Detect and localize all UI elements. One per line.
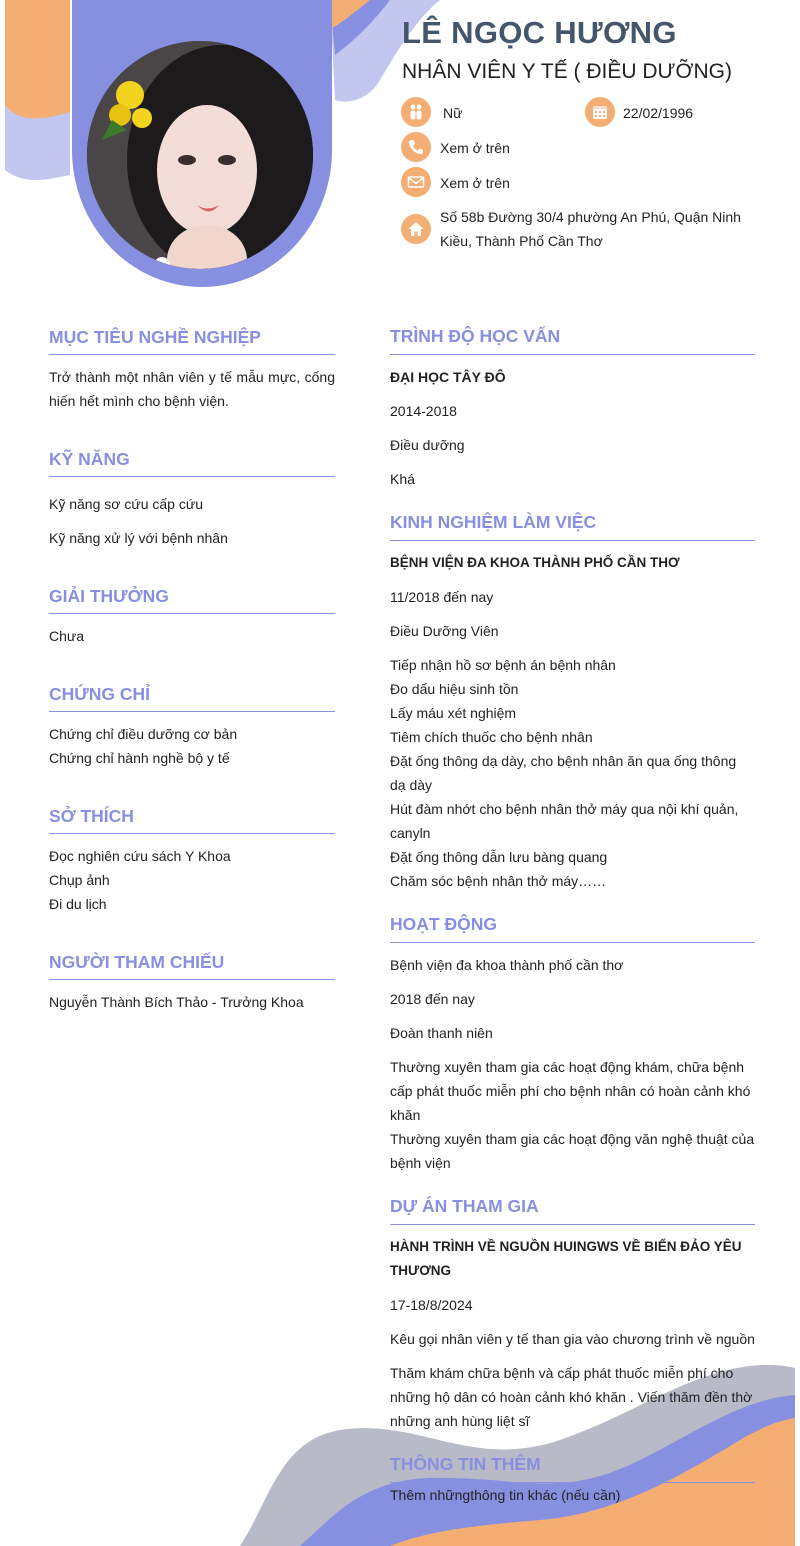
project-period: 17-18/8/2024 [390, 1297, 473, 1313]
projects-title: DỰ ÁN THAM GIA [390, 1196, 539, 1216]
duty-item: Đặt ống thông dạ dày, cho bệnh nhân ăn qua ống thông dạ dày [390, 753, 737, 793]
duty-item: Đặt ống thông dẫn lưu bàng quang [390, 849, 608, 865]
extra-text: Thêm nhữngthông tin khác (nếu cần) [390, 1487, 621, 1503]
candidate-role: NHÂN VIÊN Y TẾ ( ĐIỀU DƯỠNG) [402, 60, 732, 83]
project-name: HÀNH TRÌNH VỀ NGUỒN HUINGWS VỀ BIỂN ĐẢO YÊU THƯƠNG [390, 1239, 742, 1278]
divider [49, 979, 335, 980]
candidate-name: LÊ NGỌC HƯƠNG [402, 15, 677, 50]
activity-period: 2018 đến nay [390, 991, 475, 1007]
awards-title: GIẢI THƯỞNG [49, 586, 169, 606]
award-item: Chưa [49, 628, 85, 644]
duty-item: Tiếp nhận hồ sơ bệnh án bệnh nhân [390, 657, 616, 673]
divider [49, 476, 335, 477]
education-title: TRÌNH ĐỘ HỌC VẤN [390, 326, 561, 346]
hobby-item: Đi du lịch [49, 896, 107, 912]
activity-org: Bệnh viện đa khoa thành phố cần thơ [390, 957, 624, 973]
divider [49, 711, 335, 712]
birthdate-value: 22/02/1996 [623, 105, 694, 121]
mail-icon [401, 167, 431, 197]
objective-title: MỤC TIÊU NGHỀ NGHIỆP [49, 327, 261, 347]
people-icon [401, 97, 431, 127]
profile-photo [72, 0, 332, 287]
gender-value: Nữ [443, 105, 463, 121]
references-title: NGƯỜI THAM CHIẾU [49, 952, 225, 972]
activity-role: Đoàn thanh niên [390, 1025, 493, 1041]
activities-title: HOẠT ĐỘNG [390, 914, 497, 934]
experience-position: Điều Dưỡng Viên [390, 623, 499, 639]
skills-title: KỸ NĂNG [49, 449, 130, 469]
education-period: 2014-2018 [390, 403, 457, 419]
certificates-title: CHỨNG CHỈ [49, 684, 151, 704]
divider [390, 540, 755, 541]
certificate-item: Chứng chỉ hành nghề bộ y tế [49, 750, 230, 766]
divider [49, 613, 335, 614]
certificate-item: Chứng chỉ điều dưỡng cơ bản [49, 726, 238, 742]
project-item: Kêu gọi nhân viên y tế than gia vào chương trình về nguồn [390, 1331, 755, 1347]
reference-item: Nguyễn Thành Bích Thảo - Trưởng Khoa [49, 994, 304, 1010]
education-school: ĐẠI HỌC TÂY ĐÔ [390, 369, 506, 385]
phone-value: Xem ở trên [440, 140, 510, 156]
duty-item: Chăm sóc bệnh nhân thở máy…… [390, 873, 607, 889]
duty-item: Lấy máu xét nghiệm [390, 705, 517, 721]
duty-item: Đo dấu hiệu sinh tồn [390, 681, 519, 697]
calendar-icon [585, 97, 615, 127]
education-grade: Khá [390, 471, 415, 487]
address-value: Số 58b Đường 30/4 phường An Phú, Quận Ninh Kiều, Thành Phố Cần Thơ [440, 209, 741, 249]
divider [49, 833, 335, 834]
project-item: Thăm khám chữa bệnh và cấp phát thuốc miễn phí cho những hộ dân có hoàn cảnh khó khăn . Viến thăm đền thờ những anh hùng liệt sĩ [390, 1365, 753, 1429]
divider [390, 354, 755, 355]
experience-company: BỆNH VIỆN ĐA KHOA THÀNH PHỐ CẦN THƠ [390, 555, 680, 570]
divider [49, 354, 335, 355]
hobbies-title: SỞ THÍCH [49, 806, 134, 826]
education-major: Điều dưỡng [390, 437, 465, 453]
divider [390, 942, 755, 943]
duty-item: Tiêm chích thuốc cho bệnh nhân [390, 729, 593, 745]
activity-item: Thường xuyên tham gia các hoạt động khám, chữa bệnh cấp phát thuốc miễn phí cho bệnh nhân có hoàn cảnh khó khăn [390, 1059, 751, 1123]
skill-item: Kỹ năng xử lý với bệnh nhân [49, 530, 228, 546]
skill-item: Kỹ năng sơ cứu cấp cứu [49, 496, 203, 512]
experience-period: 11/2018 đến nay [390, 589, 494, 605]
extra-title: THÔNG TIN THÊM [390, 1454, 541, 1474]
activity-item: Thường xuyên tham gia các hoạt động văn nghệ thuật của bệnh viện [390, 1131, 755, 1171]
phone-icon [401, 132, 431, 162]
hobby-item: Chụp ảnh [49, 872, 110, 888]
duty-item: Hút đàm nhớt cho bệnh nhân thở máy qua nội khí quản, canyln [390, 801, 739, 841]
email-value: Xem ở trên [440, 175, 510, 191]
hobby-item: Đọc nghiên cứu sách Y Khoa [49, 848, 231, 864]
objective-text: Trở thành một nhân viên y tế mẫu mực, cống hiến hết mình cho bệnh viện. [49, 369, 335, 409]
experience-title: KINH NGHIỆM LÀM VIỆC [390, 512, 597, 532]
divider [390, 1224, 755, 1225]
home-icon [401, 214, 431, 244]
